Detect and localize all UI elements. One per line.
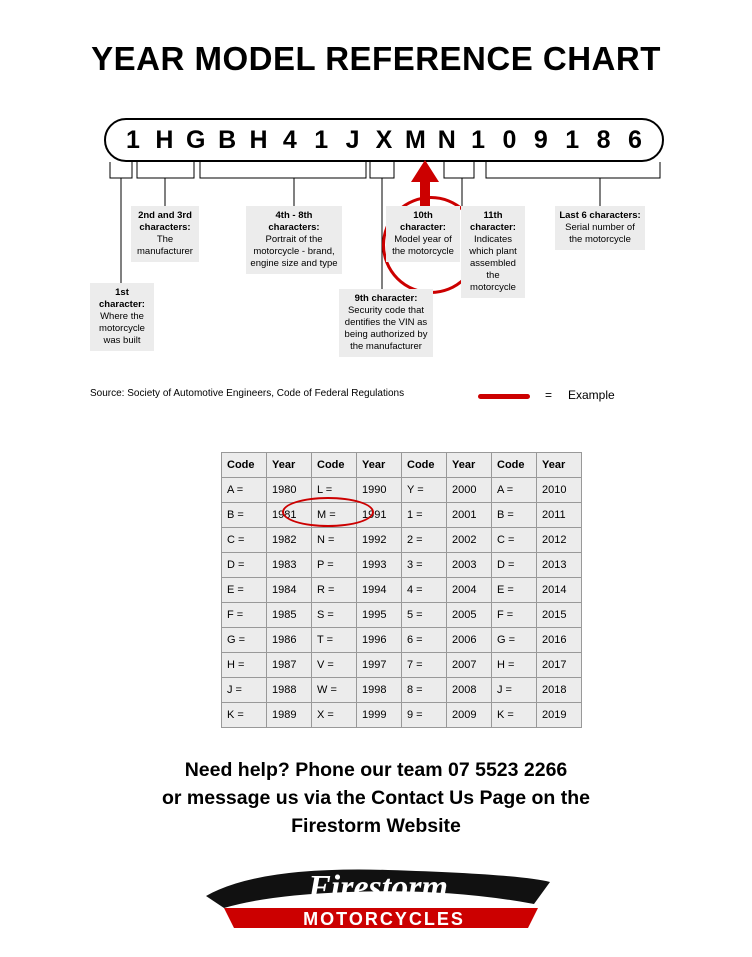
column-header: Code (402, 453, 447, 478)
firestorm-logo-icon (198, 862, 558, 934)
cell-year: 2008 (447, 678, 492, 703)
cell-code: P = (312, 553, 357, 578)
column-header: Code (492, 453, 537, 478)
cell-year: 1982 (267, 528, 312, 553)
note-body: Model year of the motorcycle (392, 234, 454, 257)
source-note: Source: Society of Automotive Engineers, Code of Federal Regulations (90, 388, 405, 399)
help-line-2: or message us via the Contact Us Page on the (161, 787, 591, 809)
cell-code: 4 = (402, 578, 447, 603)
example-swatch-icon (478, 394, 530, 399)
column-header: Year (447, 453, 492, 478)
cell-code: A = (222, 478, 267, 503)
table-header-row (222, 453, 582, 478)
table-row (222, 628, 582, 653)
column-header: Code (312, 453, 357, 478)
cell-year: 1981 (267, 503, 312, 528)
cell-code: D = (222, 553, 267, 578)
cell-year-highlighted: 1991 (357, 503, 402, 528)
vin-character: 1 (314, 126, 329, 154)
cell-code: V = (312, 653, 357, 678)
vin-character: H (249, 126, 268, 154)
cell-year: 2001 (447, 503, 492, 528)
vin-display (104, 118, 664, 162)
note-2nd-3rd-characters (131, 206, 199, 262)
cell-year: 2009 (447, 703, 492, 728)
cell-code: R = (312, 578, 357, 603)
cell-code: E = (222, 578, 267, 603)
cell-year: 2002 (447, 528, 492, 553)
firestorm-logo (198, 862, 558, 934)
cell-year: 2003 (447, 553, 492, 578)
cell-code: S = (312, 603, 357, 628)
cell-year: 2005 (447, 603, 492, 628)
vin-character: 0 (502, 126, 517, 154)
logo-wordmark-bottom: MOTORCYCLES (303, 909, 465, 929)
table-row (222, 528, 582, 553)
vin-character: 8 (596, 126, 611, 154)
help-line-3: Firestorm Website (291, 815, 461, 837)
cell-year: 2014 (537, 578, 582, 603)
vin-character: N (437, 126, 456, 154)
vin-character: 6 (628, 126, 642, 154)
cell-year: 2013 (537, 553, 582, 578)
cell-code: 2 = (402, 528, 447, 553)
year-code-table (221, 452, 582, 728)
cell-year: 2004 (447, 578, 492, 603)
vin-character: 1 (471, 126, 486, 154)
cell-year: 1999 (357, 703, 402, 728)
column-header: Code (222, 453, 267, 478)
note-body: The manufacturer (137, 234, 193, 257)
note-heading: 11th character: (470, 210, 516, 233)
vin-character: X (375, 126, 393, 154)
note-heading: 2nd and 3rd characters: (138, 210, 192, 233)
cell-code: 1 = (402, 503, 447, 528)
note-body: Security code that dentifies the VIN as being authorized by the manufacturer (344, 305, 428, 352)
column-header: Year (267, 453, 312, 478)
cell-code: E = (492, 578, 537, 603)
note-10th-character (386, 206, 460, 262)
note-body: Where the motorcycle was built (99, 311, 145, 346)
cell-code: Y = (402, 478, 447, 503)
cell-code: G = (492, 628, 537, 653)
cell-code: J = (222, 678, 267, 703)
vin-character: B (218, 126, 237, 154)
vin-character: 4 (282, 126, 297, 154)
note-heading: 10th character: (400, 210, 446, 233)
cell-year: 1988 (267, 678, 312, 703)
cell-year: 1998 (357, 678, 402, 703)
cell-year: 1980 (267, 478, 312, 503)
cell-year: 1992 (357, 528, 402, 553)
vin-character: 1 (565, 126, 580, 154)
table-row (222, 478, 582, 503)
cell-code: W = (312, 678, 357, 703)
cell-code: K = (222, 703, 267, 728)
cell-year: 2015 (537, 603, 582, 628)
cell-year: 2012 (537, 528, 582, 553)
cell-year: 1986 (267, 628, 312, 653)
cell-code: J = (492, 678, 537, 703)
help-message (0, 756, 752, 840)
vin-character-highlighted: M (404, 126, 426, 154)
table-row (222, 503, 582, 528)
cell-code: T = (312, 628, 357, 653)
cell-year: 1990 (357, 478, 402, 503)
table-row (222, 603, 582, 628)
table-row (222, 678, 582, 703)
vin-character: 1 (126, 126, 140, 154)
cell-year: 2018 (537, 678, 582, 703)
cell-year: 2011 (537, 503, 582, 528)
cell-code: F = (492, 603, 537, 628)
note-4th-8th-characters (246, 206, 342, 274)
table-row (222, 553, 582, 578)
cell-year: 1995 (357, 603, 402, 628)
vin-box (104, 118, 664, 162)
vin-character: 9 (533, 126, 548, 154)
cell-year: 1989 (267, 703, 312, 728)
cell-code: H = (492, 653, 537, 678)
cell-year: 2019 (537, 703, 582, 728)
note-heading: Last 6 characters: (559, 210, 641, 221)
cell-code: D = (492, 553, 537, 578)
cell-code: H = (222, 653, 267, 678)
cell-year: 2000 (447, 478, 492, 503)
cell-code: 5 = (402, 603, 447, 628)
column-header: Year (537, 453, 582, 478)
cell-year: 2017 (537, 653, 582, 678)
cell-code: 8 = (402, 678, 447, 703)
cell-code: C = (492, 528, 537, 553)
cell-code: F = (222, 603, 267, 628)
vin-character: H (155, 126, 174, 154)
legend-equals: = (545, 388, 553, 402)
note-9th-character (339, 289, 433, 357)
cell-year: 1996 (357, 628, 402, 653)
note-heading: 9th character: (354, 293, 418, 304)
help-line-1: Need help? Phone our team 07 5523 2266 (184, 759, 568, 781)
cell-code: C = (222, 528, 267, 553)
cell-code: 9 = (402, 703, 447, 728)
note-1st-character (90, 283, 154, 351)
cell-year: 1984 (267, 578, 312, 603)
cell-code: 3 = (402, 553, 447, 578)
cell-code: B = (222, 503, 267, 528)
cell-year: 1985 (267, 603, 312, 628)
cell-year: 1994 (357, 578, 402, 603)
table-row (222, 653, 582, 678)
cell-code: A = (492, 478, 537, 503)
cell-code-highlighted: M = (312, 503, 357, 528)
cell-code: K = (492, 703, 537, 728)
column-header: Year (357, 453, 402, 478)
table-row (222, 578, 582, 603)
table-row (222, 703, 582, 728)
cell-year: 2016 (537, 628, 582, 653)
cell-year: 2007 (447, 653, 492, 678)
page-title: YEAR MODEL REFERENCE CHART (91, 40, 661, 77)
logo-wordmark-top: Firestorm (308, 869, 448, 906)
cell-code: N = (312, 528, 357, 553)
cell-code: 6 = (402, 628, 447, 653)
cell-code: G = (222, 628, 267, 653)
table-highlight-circle-icon (282, 497, 374, 527)
cell-code: 7 = (402, 653, 447, 678)
cell-year: 1987 (267, 653, 312, 678)
note-heading: 1st character: (99, 287, 145, 310)
vin-character: J (345, 126, 360, 154)
note-body: Serial number of the motorcycle (565, 222, 635, 245)
note-heading: 4th - 8th characters: (268, 210, 320, 233)
cell-year: 1993 (357, 553, 402, 578)
cell-year: 1983 (267, 553, 312, 578)
cell-code: L = (312, 478, 357, 503)
note-body: Portrait of the motorcycle - brand, engine size and type (250, 234, 338, 269)
cell-year: 1997 (357, 653, 402, 678)
cell-year: 2010 (537, 478, 582, 503)
vin-character: G (186, 126, 206, 154)
cell-code: B = (492, 503, 537, 528)
note-last-6-characters (555, 206, 645, 250)
note-11th-character (461, 206, 525, 298)
cell-code: X = (312, 703, 357, 728)
cell-year: 2006 (447, 628, 492, 653)
legend-label: Example (568, 388, 615, 402)
note-body: Indicates which plant assembled the motorcycle (469, 234, 517, 293)
